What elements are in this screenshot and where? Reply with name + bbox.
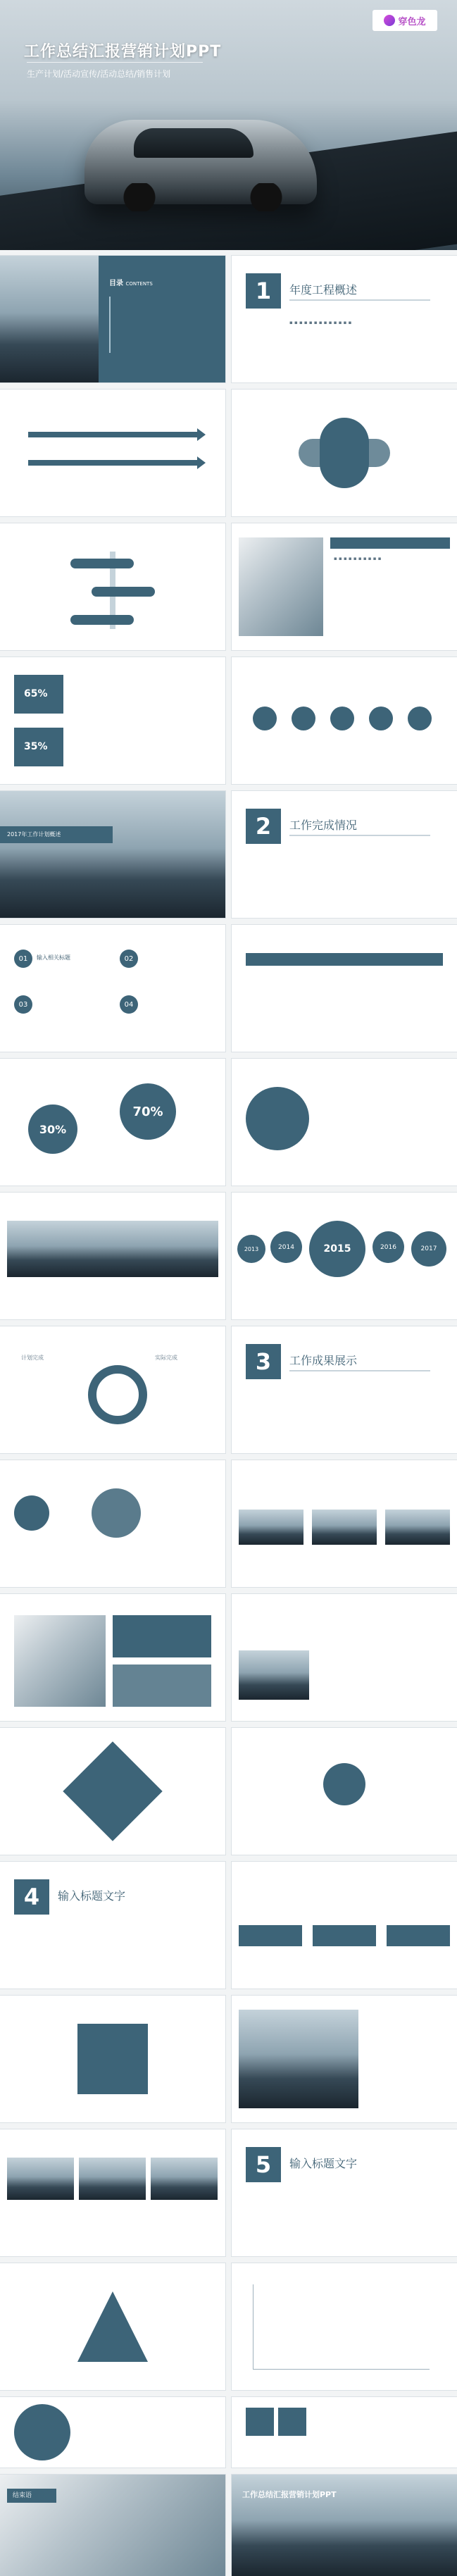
slide-four-items <box>0 925 225 1052</box>
car-photo <box>239 2010 358 2108</box>
toc-slide <box>0 256 225 382</box>
arrow-bar <box>28 460 197 466</box>
slide-arrows <box>0 390 225 516</box>
section-1-slide <box>232 256 457 382</box>
year-2017: 2017 <box>411 1231 446 1267</box>
item-04: 04 <box>120 995 138 1014</box>
card-panel <box>113 1615 211 1657</box>
divider <box>289 299 430 301</box>
toc-list <box>109 297 209 353</box>
section-4-title: 输入标题文字 <box>58 1889 126 1903</box>
stat-35: 35% <box>24 741 48 752</box>
body-text: ▪ ▪ ▪ ▪ ▪ ▪ ▪ ▪ ▪ ▪ ▪ ▪ ▪ <box>289 320 352 325</box>
photo <box>79 2158 146 2200</box>
section-3-number: 3 <box>246 1344 281 1379</box>
tile <box>278 2408 306 2436</box>
tile <box>246 2408 274 2436</box>
slide-percent <box>0 657 225 784</box>
slide-grid-icons <box>0 1996 225 2122</box>
section-2-number: 2 <box>246 809 281 844</box>
num-box <box>313 1925 376 1946</box>
slide-honeycomb <box>232 1728 457 1855</box>
ring-shape <box>88 1365 147 1424</box>
slide-pie <box>0 2397 225 2468</box>
timeline-pill <box>70 559 134 568</box>
slide-line-chart <box>232 2263 457 2390</box>
timeline-pill <box>92 587 155 597</box>
header-bar <box>330 537 450 549</box>
slide-years <box>232 1193 457 1319</box>
section-4-number: 4 <box>14 1879 49 1915</box>
arrow-icon <box>197 456 206 469</box>
slide-numbered <box>232 1862 457 1989</box>
cover-subtitle: 生产计划/活动宣传/活动总结/销售计划 <box>27 69 171 79</box>
num-box <box>387 1925 450 1946</box>
slide-banner <box>0 791 225 918</box>
slide-car-photo <box>232 1996 457 2122</box>
item-03: 03 <box>14 995 32 1014</box>
slide-photos-3 <box>232 1460 457 1587</box>
item-label: 输入相关标题 <box>37 954 70 961</box>
section-3-slide <box>232 1326 457 1453</box>
photo <box>151 2158 218 2200</box>
pie-shape <box>14 2404 70 2460</box>
year-2013: 2013 <box>237 1235 265 1263</box>
brand-logo <box>373 10 437 31</box>
chart-axes <box>253 2284 430 2370</box>
slide-photo-text <box>232 523 457 650</box>
section-5-title: 输入标题文字 <box>289 2157 358 2170</box>
bubble <box>92 1488 141 1538</box>
final-title: 工作总结汇报营销计划PPT <box>242 2490 337 2499</box>
year-2016: 2016 <box>373 1231 404 1263</box>
office-photo <box>239 537 323 636</box>
slide-cards <box>0 1594 225 1721</box>
toc-label: 目录 CONTENTS <box>109 280 153 287</box>
photo <box>239 1650 309 1700</box>
body-text: ▪ ▪ ▪ ▪ ▪ ▪ ▪ ▪ ▪ ▪ <box>334 556 382 561</box>
banner-photo <box>0 791 225 918</box>
hex-cell <box>323 1763 365 1805</box>
section-4-slide <box>0 1862 225 1989</box>
photo <box>385 1510 450 1545</box>
icon-circle <box>330 707 354 730</box>
slide-compare <box>0 1326 225 1453</box>
label-plan: 计划完成 <box>21 1355 44 1361</box>
slide-pyramid <box>0 2263 225 2390</box>
icon-circle <box>292 707 315 730</box>
section-1-number: 1 <box>246 273 281 309</box>
slide-arrow-chain <box>232 925 457 1052</box>
section-2-slide <box>232 791 457 918</box>
ending-label: 结束语 <box>13 2492 32 2499</box>
pct-30: 30% <box>28 1105 77 1154</box>
slide-bubbles <box>0 1460 225 1587</box>
slide-tiles <box>232 2397 457 2468</box>
pyramid-shape <box>77 2291 148 2362</box>
section-5-number: 5 <box>246 2147 281 2182</box>
arrow-icon <box>197 428 206 441</box>
slide-split-pct <box>0 1059 225 1186</box>
slide-ending <box>0 2475 225 2576</box>
photo <box>239 1510 303 1545</box>
item-02: 02 <box>120 950 138 968</box>
slide-cross <box>232 390 457 516</box>
stat-65: 65% <box>24 688 48 699</box>
banner-text: 2017年工作计划概述 <box>7 831 61 838</box>
card-panel <box>113 1665 211 1707</box>
slide-timeline <box>0 523 225 650</box>
label-actual: 实际完成 <box>155 1355 177 1361</box>
diamond-shape <box>63 1741 162 1841</box>
icon-grid <box>77 2024 148 2094</box>
car-image <box>84 120 317 204</box>
toc-photo <box>0 256 99 382</box>
photo <box>312 1510 377 1545</box>
icon-circle <box>253 707 277 730</box>
photo <box>7 2158 74 2200</box>
card-photo <box>14 1615 106 1707</box>
section-2-title: 工作完成情况 <box>289 819 358 832</box>
slide-list-photo <box>232 1594 457 1721</box>
slide-icons-row <box>232 657 457 784</box>
slide-collage <box>0 1193 225 1319</box>
year-2014: 2014 <box>270 1231 302 1263</box>
collage-photos <box>7 1221 218 1277</box>
bubble <box>14 1495 49 1531</box>
logo-icon <box>384 15 395 26</box>
divider <box>289 835 430 836</box>
divider <box>289 1370 430 1371</box>
pct-70: 70% <box>120 1083 176 1140</box>
cross-shape <box>299 439 390 467</box>
cover-title: 工作总结汇报营销计划PPT <box>24 43 222 61</box>
section-1-title: 年度工程概述 <box>289 283 358 297</box>
num-box <box>239 1925 302 1946</box>
section-5-slide <box>232 2129 457 2256</box>
cover-divider <box>27 62 203 63</box>
icon-circle <box>369 707 393 730</box>
arrow-bar <box>28 432 197 437</box>
section-3-title: 工作成果展示 <box>289 1354 358 1367</box>
item-01: 01 <box>14 950 32 968</box>
slide-photo-row <box>0 2129 225 2256</box>
cover-slide <box>0 0 457 250</box>
year-2015: 2015 <box>309 1221 365 1277</box>
arrow-chain <box>246 953 443 966</box>
slide-final <box>232 2475 457 2576</box>
icon-circle <box>408 707 432 730</box>
slide-hex <box>0 1728 225 1855</box>
slide-drop <box>232 1059 457 1186</box>
logo-text: 穿色龙 <box>398 16 426 27</box>
drop-shape <box>246 1087 309 1150</box>
timeline-pill <box>70 615 134 625</box>
